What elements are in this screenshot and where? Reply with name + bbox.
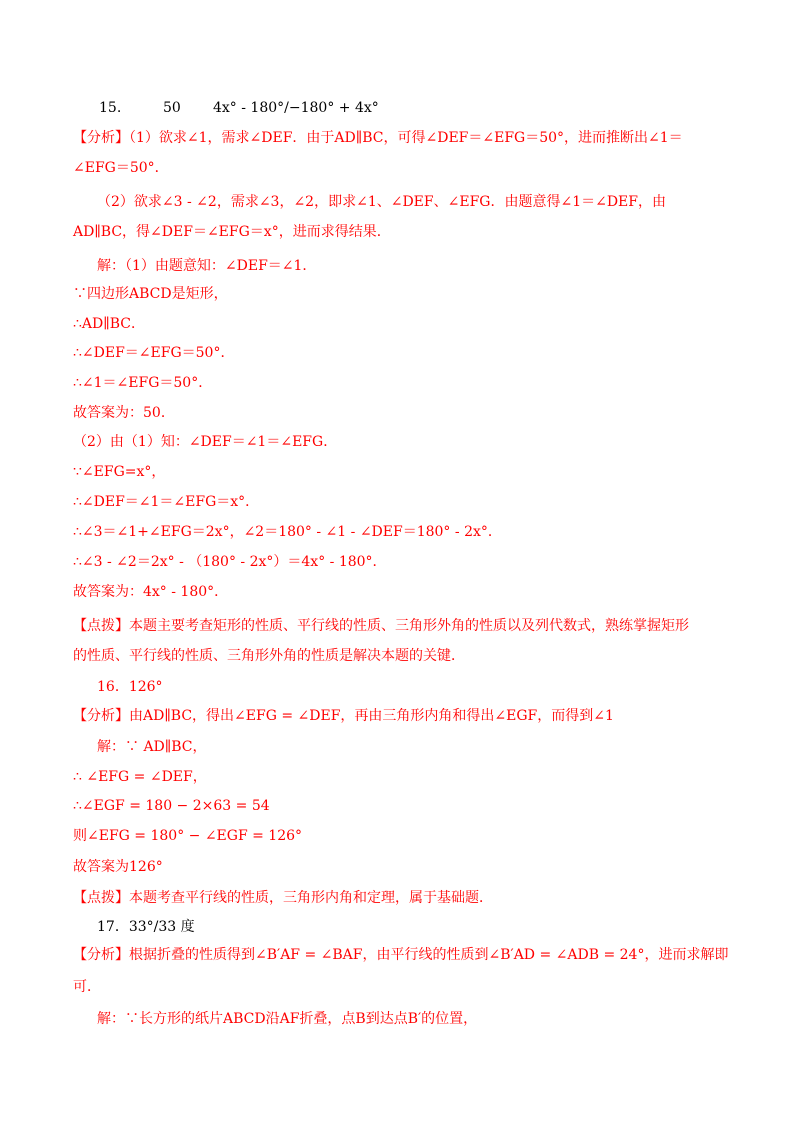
text-line: ∠EFG＝50°． [73, 160, 169, 176]
text-line: ∵四边形ABCD是矩形， [73, 286, 228, 302]
text-line: （2）由（1）知：∠DEF＝∠1＝∠EFG． [73, 434, 338, 450]
text-line: （2）欲求∠3 - ∠2，需求∠3，∠2，即求∠1、∠DEF、∠EFG．由题意得∠1＝∠DEF，由 [97, 194, 666, 210]
text-line: 【分析】由AD∥BC，得出∠EFG = ∠DEF，再由三角形内角和得出∠EGF，而得到∠1 [73, 708, 614, 724]
text-line: 故答案为：50． [73, 405, 175, 421]
text-line: 【点拨】本题考查平行线的性质，三角形内角和定理，属于基础题． [73, 890, 493, 906]
text-line: 16．126° [97, 679, 163, 695]
text-line: AD∥BC，得∠DEF＝∠EFG＝x°，进而求得结果． [73, 224, 391, 240]
text-line: ∵∠EFG=x°， [73, 464, 166, 480]
text-line: 15. [99, 100, 122, 116]
text-line: 【分析】（1）欲求∠1，需求∠DEF．由于AD∥BC，可得∠DEF＝∠EFG＝50°，进而推断出∠1＝ [73, 130, 683, 146]
text-line: 50 [163, 100, 181, 116]
text-line: 的性质、平行线的性质、三角形外角的性质是解决本题的关键． [73, 648, 465, 664]
text-line: 解：∵长方形的纸片ABCD沿AF折叠，点B到达点B′的位置， [97, 1011, 478, 1027]
text-line: ∴∠1＝∠EFG＝50°． [73, 375, 213, 391]
text-line: ∴∠DEF＝∠EFG＝50°． [73, 345, 235, 361]
text-line: ∴∠DEF＝∠1＝∠EFG＝x°． [73, 494, 260, 510]
text-line: ∴ ∠EFG = ∠DEF， [73, 769, 207, 785]
text-line: 故答案为126° [73, 859, 163, 875]
text-line: 解：（1）由题意知：∠DEF＝∠1． [97, 258, 317, 274]
text-line: 【分析】根据折叠的性质得到∠B′AF = ∠BAF，由平行线的性质到∠B′AD = ∠ADB = 24°，进而求解即 [73, 947, 729, 963]
text-line: ∴∠EGF = 180 − 2×63 = 54 [73, 798, 270, 814]
text-line: ∴∠3＝∠1+∠EFG＝2x°，∠2＝180° - ∠1 - ∠DEF＝180° - 2x°． [73, 524, 502, 540]
text-line: 4x° - 180°/−180° + 4x° [213, 100, 379, 116]
text-line: 故答案为：4x° - 180°． [73, 584, 229, 600]
text-line: ∴∠3 - ∠2＝2x° - （180° - 2x°）＝4x° - 180°． [73, 554, 387, 570]
text-line: 【点拨】本题主要考查矩形的性质、平行线的性质、三角形外角的性质以及列代数式，熟练掌握矩形 [73, 618, 689, 634]
text-line: 可． [73, 979, 101, 995]
text-line: ∴AD∥BC． [73, 316, 145, 332]
text-line: 解：∵ AD∥BC， [97, 739, 207, 755]
text-line: 则∠EFG = 180° − ∠EGF = 126° [73, 828, 303, 844]
text-line: 17．33°/33 度 [97, 919, 195, 935]
